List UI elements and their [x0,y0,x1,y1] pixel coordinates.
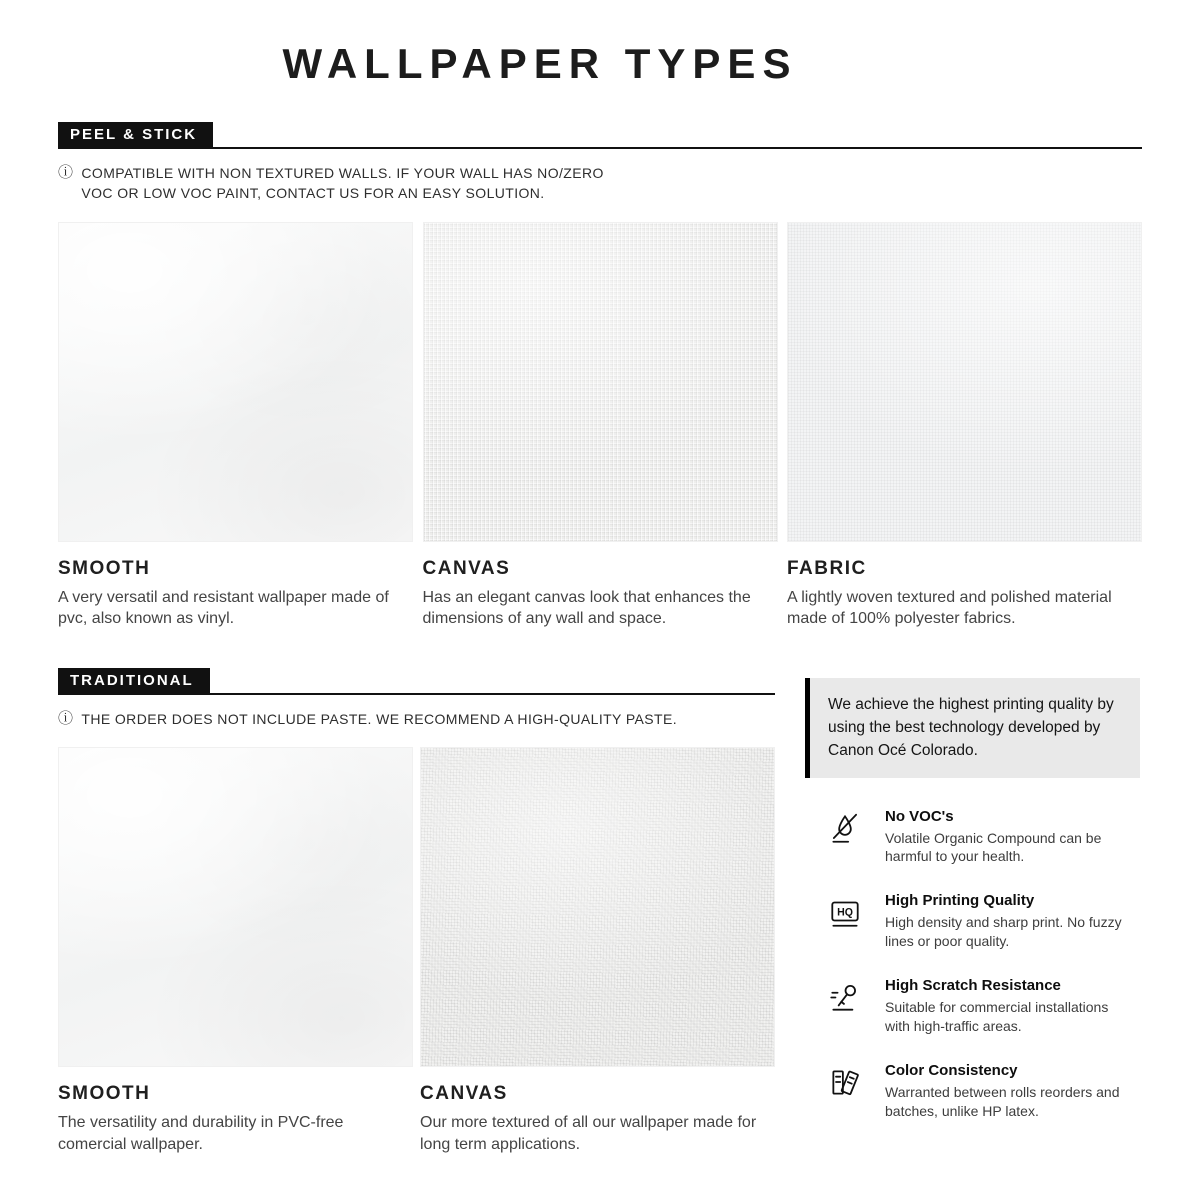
feature-description: Warranted between rolls reorders and batches, unlike HP latex. [885,1083,1120,1119]
swatch-title: CANVAS [420,1083,508,1105]
note-line: VOC OR LOW VOC PAINT, CONTACT US FOR AN EASY SOLUTION. [81,185,545,202]
feature-text [885,977,1135,1036]
quality-note-box: We achieve the highest printing quality by using the best technology developed by Canon Océ Colorado. [805,678,1140,778]
section-traditional [58,668,775,1155]
peel-stick-header [58,122,1142,149]
feature-title: High Printing Quality [885,892,1035,910]
feature-title: Color Consistency [885,1061,1018,1079]
swatch-title: SMOOTH [58,1083,151,1105]
color-consistency-icon [827,1062,867,1121]
feature-description: Suitable for commercial installations with high-traffic areas. [885,999,1109,1034]
no-voc-icon [827,808,867,867]
note-line: COMPATIBLE WITH NON TEXTURED WALLS. IF YOUR WALL HAS NO/ZERO [81,165,604,181]
section-peel-stick [58,122,1142,630]
traditional-swatches [58,747,775,1155]
feature-title: High Scratch Resistance [885,977,1061,995]
swatch-description: Has an elegant canvas look that enhances the dimensions of any wall and space. [422,588,751,628]
swatch-description: Our more textured of all our wallpaper made for long term applications. [420,1114,757,1153]
feature-title: No VOC's [885,807,954,825]
swatch-title: CANVAS [422,557,511,579]
traditional-badge: TRADITIONAL [58,668,210,693]
feature-list [805,808,1140,1121]
feature-text [885,808,1135,867]
swatch-card-canvas [420,747,775,1155]
swatch-card-fabric [787,222,1142,630]
note-line: THE ORDER DOES NOT INCLUDE PASTE. WE RECOMMEND A HIGH-QUALITY PASTE. [81,710,677,727]
swatch-description: The versatility and durability in PVC-free comercial wallpaper. [58,1114,344,1153]
feature-description: High density and sharp print. No fuzzy lines or poor quality. [885,914,1122,950]
info-icon: ⓘ [58,709,74,727]
canvas-texture-image [420,747,775,1067]
canvas-texture-image [423,222,778,542]
swatch-card-canvas [423,222,778,630]
traditional-note [58,709,775,729]
peel-stick-note [58,163,1142,204]
feature-high-printing-quality [827,892,1140,951]
smooth-texture-image [58,222,413,542]
scratch-resistance-icon [827,977,867,1036]
swatch-card-smooth [58,222,413,630]
feature-scratch-resistance [827,977,1140,1036]
feature-text [885,1062,1135,1121]
peel-stick-swatches [58,222,1142,630]
feature-color-consistency [827,1062,1140,1121]
feature-description: Volatile Organic Compound can be harmful to your health. [885,829,1102,865]
swatch-card-smooth [58,747,413,1155]
page-title: WALLPAPER TYPES [282,40,798,87]
high-printing-quality-icon [827,892,867,951]
swatch-title: FABRIC [787,557,867,579]
quality-sidebar [805,668,1140,1147]
peel-stick-note-text [81,163,603,204]
traditional-header [58,668,775,695]
svg-text:HQ: HQ [837,907,853,920]
fabric-texture-image [787,222,1142,542]
swatch-description: A lightly woven textured and polished material made of 100% polyester fabrics. [787,588,1112,628]
swatch-title: SMOOTH [58,557,151,579]
feature-text [885,892,1135,951]
feature-no-voc [827,808,1140,867]
peel-stick-badge: PEEL & STICK [58,122,213,147]
traditional-note-text [81,709,677,729]
smooth-texture-image [58,747,413,1067]
swatch-description: A very versatil and resistant wallpaper made of pvc, also known as vinyl. [58,588,389,628]
info-icon: ⓘ [58,164,74,181]
